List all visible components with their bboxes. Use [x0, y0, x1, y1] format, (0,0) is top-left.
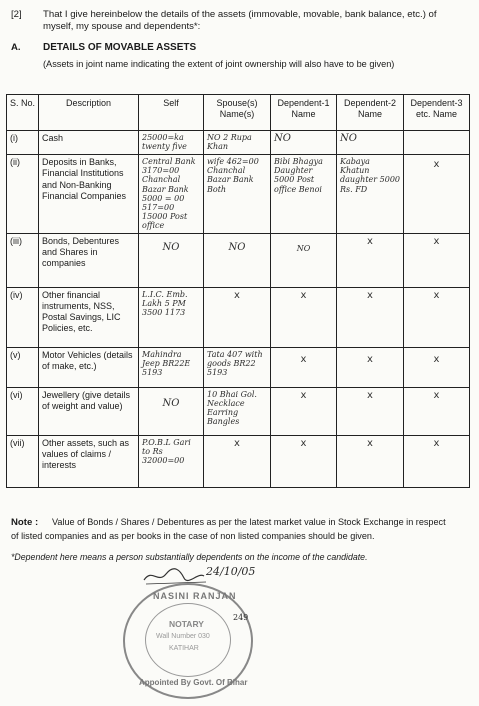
row-dependent-2-value: Kabaya Khatun daughter 5000 Rs. FD: [337, 155, 404, 234]
notary-stamp-inner-ring: [145, 603, 231, 677]
row-self-value: 25000=ka twenty five: [139, 131, 204, 155]
row-description: Motor Vehicles (details of make, etc.): [39, 347, 139, 387]
intro-number: [2]: [11, 9, 22, 20]
row-dependent-3-value: x: [404, 387, 470, 435]
row-sno: (vii): [7, 435, 39, 487]
row-self-value: P.O.B.L Gari to Rs 32000=00: [139, 435, 204, 487]
header-spouse: Spouse(s) Name(s): [204, 95, 271, 131]
signature-date: 24/10/05: [206, 565, 256, 578]
header-dependent-1: Dependent-1 Name: [271, 95, 337, 131]
row-dependent-1-value: x: [271, 387, 337, 435]
row-self-value: NO: [139, 233, 204, 287]
row-self-value: NO: [139, 387, 204, 435]
row-dependent-3-value: x: [404, 287, 470, 347]
row-description: Cash: [39, 131, 139, 155]
row-sno: (iv): [7, 287, 39, 347]
row-dependent-3-value: x: [404, 155, 470, 234]
row-description: Jewellery (give details of weight and value): [39, 387, 139, 435]
notary-stamp: [123, 583, 253, 699]
stamp-side-number: 249: [233, 613, 249, 622]
stamp-ring-bottom: Appointed By Govt. Of Bihar: [139, 678, 248, 687]
row-spouse-value: wife 462=00 Chanchal Bazar Bank Both: [204, 155, 271, 234]
row-dependent-2-value: x: [337, 287, 404, 347]
stamp-title: NOTARY: [169, 619, 204, 629]
row-sno: (v): [7, 347, 39, 387]
row-spouse-value: x: [204, 287, 271, 347]
row-description: Other assets, such as values of claims / interests: [39, 435, 139, 487]
table-row: [7, 435, 470, 487]
section-title: DETAILS OF MOVABLE ASSETS: [43, 42, 197, 53]
row-dependent-2-value: x: [337, 435, 404, 487]
row-dependent-3-value: x: [404, 347, 470, 387]
header-dependent-3: Dependent-3 etc. Name: [404, 95, 470, 131]
row-sno: (iii): [7, 233, 39, 287]
header-self: Self: [139, 95, 204, 131]
table-row: [7, 131, 470, 155]
table-header-row: [7, 95, 470, 131]
row-self-value: Central Bank 3170=00 Chanchal Bazar Bank 5000 = 00 517=00 15000 Post office: [139, 155, 204, 234]
header-sno: S. No.: [7, 95, 39, 131]
row-dependent-2-value: x: [337, 387, 404, 435]
row-spouse-value: 10 Bhai Gol. Necklace Earring Bangles: [204, 387, 271, 435]
note-line1: Value of Bonds / Shares / Debentures as per the latest market value in Stock Exchange in respect: [52, 517, 446, 527]
header-dependent-2: Dependent-2 Name: [337, 95, 404, 131]
row-description: Other financial instruments, NSS, Postal Savings, LIC Policies, etc.: [39, 287, 139, 347]
dependent-footnote: *Dependent here means a person substantially dependents on the income of the candidate.: [11, 552, 368, 562]
header-description: Description: [39, 95, 139, 131]
row-description: Bonds, Debentures and Shares in companies: [39, 233, 139, 287]
table-row: [7, 233, 470, 287]
table-row: [7, 155, 470, 234]
row-description: Deposits in Banks, Financial Institutions and Non-Banking Financial Companies: [39, 155, 139, 234]
row-dependent-1-value: Bibi Bhagya Daughter 5000 Post office Benoi: [271, 155, 337, 234]
row-dependent-2-value: x: [337, 347, 404, 387]
row-spouse-value: NO 2 Rupa Khan: [204, 131, 271, 155]
row-dependent-1-value: NO: [271, 233, 337, 287]
row-dependent-2-value: NO: [337, 131, 404, 155]
row-dependent-1-value: x: [271, 287, 337, 347]
row-self-value: Mahindra Jeep BR22E 5193: [139, 347, 204, 387]
row-dependent-1-value: NO: [271, 131, 337, 155]
row-dependent-1-value: x: [271, 347, 337, 387]
row-dependent-1-value: x: [271, 435, 337, 487]
intro-text-line2: myself, my spouse and dependents*:: [43, 21, 201, 32]
row-sno: (vi): [7, 387, 39, 435]
stamp-line3: KATIHAR: [169, 645, 199, 652]
stamp-ring-top: NASINI RANJAN: [153, 591, 237, 601]
row-self-value: L.I.C. Emb. Lakh 5 PM 3500 1173: [139, 287, 204, 347]
row-spouse-value: Tata 407 with goods BR22 5193: [204, 347, 271, 387]
row-dependent-2-value: x: [337, 233, 404, 287]
note-label: Note :: [11, 517, 39, 528]
table-row: [7, 387, 470, 435]
section-letter: A.: [11, 42, 21, 53]
row-dependent-3-value: x: [404, 233, 470, 287]
table-row: [7, 347, 470, 387]
section-subtitle: (Assets in joint name indicating the extent of joint ownership will also have to be given): [43, 59, 395, 69]
movable-assets-table: [6, 94, 470, 488]
intro-text-line1: That I give hereinbelow the details of the assets (immovable, movable, bank balance, etc.) of: [43, 9, 437, 20]
row-sno: (i): [7, 131, 39, 155]
row-spouse-value: NO: [204, 233, 271, 287]
row-sno: (ii): [7, 155, 39, 234]
row-dependent-3-value: x: [404, 435, 470, 487]
table-row: [7, 287, 470, 347]
row-dependent-3-value: [404, 131, 470, 155]
row-spouse-value: x: [204, 435, 271, 487]
stamp-line2: Wall Number 030: [156, 633, 210, 640]
note-line2: of listed companies and as per books in the case of non listed companies should be given.: [11, 531, 375, 541]
